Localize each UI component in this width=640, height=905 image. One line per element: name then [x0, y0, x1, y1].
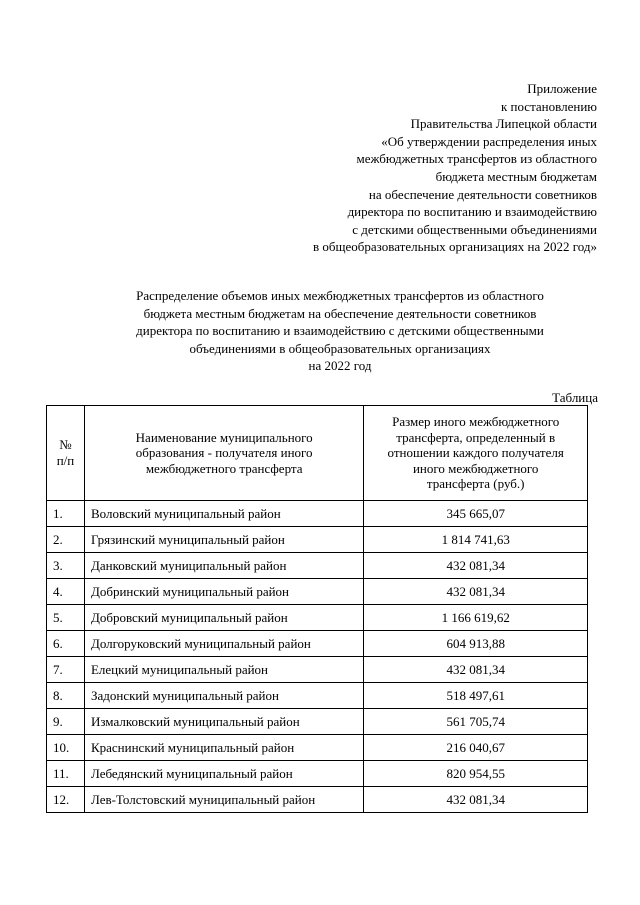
title-line: директора по воспитанию и взаимодействию с детскими общественными — [136, 323, 544, 339]
header-amount-line: отношении каждого получателя — [387, 445, 564, 461]
row-number: 9. — [47, 709, 85, 735]
title-line: Распределение объемов иных межбюджетных трансфертов из областного — [136, 288, 544, 303]
row-amount: 432 081,34 — [364, 579, 588, 605]
row-municipality: Измалковский муниципальный район — [84, 709, 363, 735]
row-number: 1. — [47, 501, 85, 527]
header-name-line: образования - получателя иного — [135, 445, 313, 461]
row-number: 7. — [47, 657, 85, 683]
header-name — [84, 406, 363, 501]
row-number: 4. — [47, 579, 85, 605]
appendix-block — [177, 80, 597, 256]
title-line: объединениями в общеобразовательных организациях — [189, 340, 491, 356]
row-municipality: Лебедянский муниципальный район — [84, 761, 363, 787]
header-amount-line: иного межбюджетного — [412, 460, 539, 476]
appendix-line: директора по воспитанию и взаимодействию — [347, 204, 597, 220]
row-municipality: Долгоруковский муниципальный район — [84, 631, 363, 657]
table-row — [47, 631, 588, 657]
header-num — [47, 406, 85, 501]
header-amount-line: трансферта, определенный в — [396, 429, 556, 445]
header-amount-line: трансферта (руб.) — [426, 476, 525, 492]
table-row — [47, 761, 588, 787]
appendix-line: к постановлению — [500, 98, 597, 114]
table-row — [47, 527, 588, 553]
appendix-line: бюджета местным бюджетам — [435, 168, 597, 184]
row-amount: 432 081,34 — [364, 787, 588, 813]
row-number: 8. — [47, 683, 85, 709]
row-amount: 561 705,74 — [364, 709, 588, 735]
row-amount: 518 497,61 — [364, 683, 588, 709]
appendix-line: с детскими общественными объединениями — [352, 221, 597, 237]
row-municipality: Грязинский муниципальный район — [84, 527, 363, 553]
header-num-line: п/п — [56, 453, 75, 468]
row-municipality: Добринский муниципальный район — [84, 579, 363, 605]
header-row — [47, 406, 588, 501]
row-municipality: Краснинский муниципальный район — [84, 735, 363, 761]
table-row — [47, 709, 588, 735]
title-line: бюджета местным бюджетам на обеспечение деятельности советников — [143, 305, 537, 321]
row-number: 6. — [47, 631, 85, 657]
row-municipality: Лев-Толстовский муниципальный район — [84, 787, 363, 813]
row-amount: 345 665,07 — [364, 501, 588, 527]
table-row — [47, 657, 588, 683]
appendix-line: Правительства Липецкой области — [410, 116, 597, 132]
table-row — [47, 553, 588, 579]
row-amount: 432 081,34 — [364, 553, 588, 579]
header-amount — [364, 406, 588, 501]
header-name-line: Наименование муниципального — [135, 429, 313, 445]
header-name-line: межбюджетного трансферта — [145, 460, 303, 476]
appendix-line: в общеобразовательных организациях на 2022 год» — [313, 239, 597, 255]
row-amount: 1 814 741,63 — [364, 527, 588, 553]
row-number: 12. — [47, 787, 85, 813]
row-municipality: Данковский муниципальный район — [84, 553, 363, 579]
row-amount: 820 954,55 — [364, 761, 588, 787]
table-body — [47, 501, 588, 813]
document-title — [60, 287, 620, 375]
row-number: 10. — [47, 735, 85, 761]
appendix-line: межбюджетных трансфертов из областного — [356, 151, 597, 167]
row-number: 5. — [47, 605, 85, 631]
row-municipality: Елецкий муниципальный район — [84, 657, 363, 683]
table-row — [47, 605, 588, 631]
table-row — [47, 787, 588, 813]
row-amount: 216 040,67 — [364, 735, 588, 761]
row-municipality: Добровский муниципальный район — [84, 605, 363, 631]
title-line: на 2022 год — [308, 358, 372, 374]
appendix-line: на обеспечение деятельности советников — [368, 186, 597, 202]
table-row — [47, 735, 588, 761]
table-row — [47, 579, 588, 605]
table-label: Таблица — [552, 390, 598, 405]
row-number: 11. — [47, 761, 85, 787]
table-row — [47, 683, 588, 709]
row-municipality: Воловский муниципальный район — [84, 501, 363, 527]
table-row — [47, 501, 588, 527]
row-amount: 604 913,88 — [364, 631, 588, 657]
row-number: 2. — [47, 527, 85, 553]
appendix-line: Приложение — [527, 81, 597, 96]
row-number: 3. — [47, 553, 85, 579]
transfers-table — [46, 405, 588, 813]
header-amount-line: Размер иного межбюджетного — [392, 414, 560, 430]
row-amount: 1 166 619,62 — [364, 605, 588, 631]
table-header — [47, 406, 588, 501]
row-municipality: Задонский муниципальный район — [84, 683, 363, 709]
row-amount: 432 081,34 — [364, 657, 588, 683]
appendix-line: «Об утверждении распределения иных — [381, 133, 597, 149]
header-num-line: № — [59, 437, 72, 453]
